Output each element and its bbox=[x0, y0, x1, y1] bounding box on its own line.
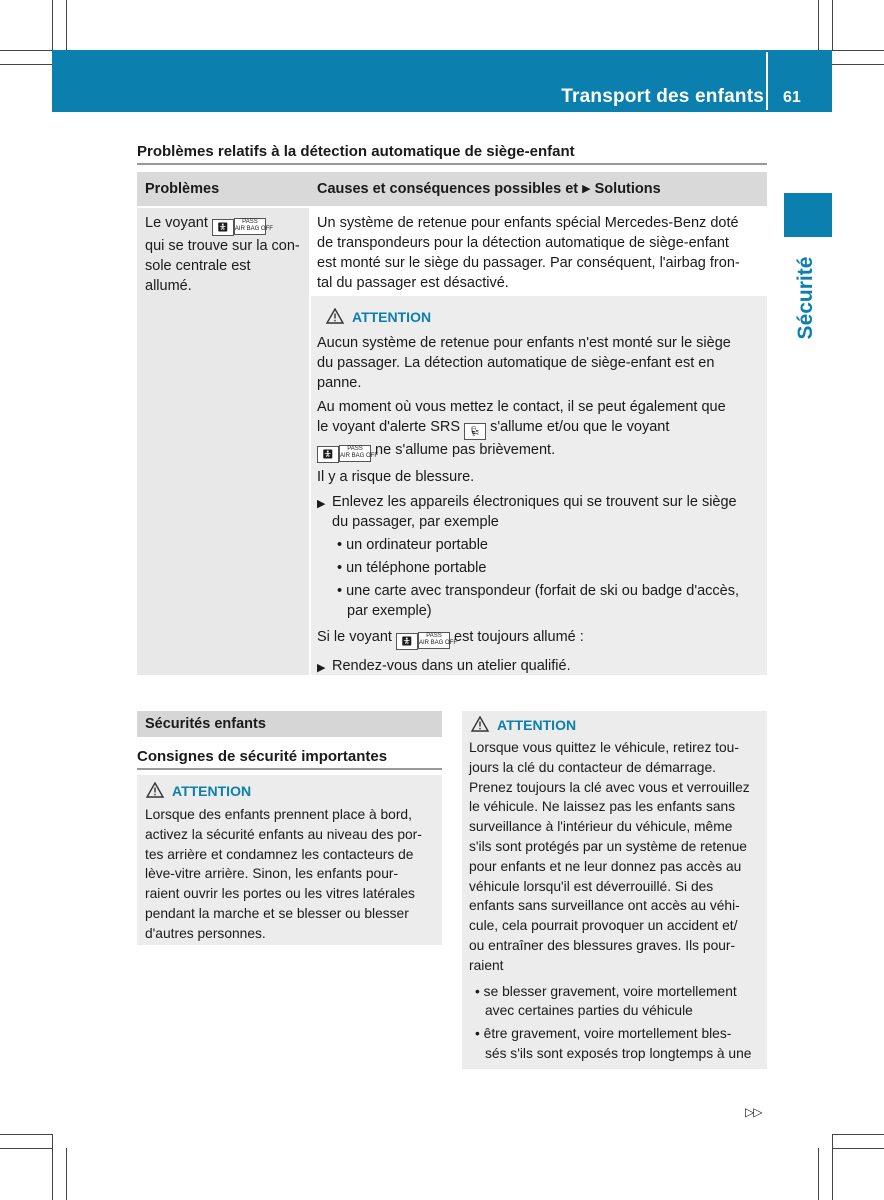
warning-heading bbox=[471, 716, 576, 733]
warning-body bbox=[317, 333, 763, 676]
warning-text: s'allume et/ou que le voyant bbox=[490, 419, 670, 435]
cause-line: Un système de retenue pour enfants spécial Mercedes-Benz doté bbox=[317, 215, 739, 231]
crop-mark bbox=[0, 1148, 52, 1149]
warning-heading-text: ATTENTION bbox=[172, 783, 252, 799]
warning-line: Il y a risque de blessure. bbox=[317, 469, 475, 485]
warning-line: Aucun système de retenue pour enfants n'est monté sur le siège bbox=[317, 335, 731, 351]
warning-line: panne. bbox=[317, 375, 362, 391]
list-item-text: un téléphone portable bbox=[346, 560, 487, 576]
crop-mark bbox=[52, 0, 53, 50]
pass-airbag-off-icon: PASS AIR BAG OFF bbox=[418, 632, 450, 649]
column-header-causes-text: Causes et conséquences possibles et bbox=[317, 181, 579, 197]
warning-line: du passager. La détection automatique de siège-enfant est en bbox=[317, 355, 715, 371]
warning-line: pendant la marche et se blesser ou blesser bbox=[145, 905, 409, 921]
subsection-title: Consignes de sécurité importantes bbox=[137, 748, 388, 765]
warning-triangle-icon bbox=[146, 782, 164, 798]
crop-mark bbox=[66, 1148, 67, 1200]
list-item-text: une carte avec transpondeur (forfait de ski ou badge d'accès, bbox=[346, 583, 740, 599]
crop-mark bbox=[818, 1148, 819, 1200]
list-item: • un ordinateur portable bbox=[337, 537, 488, 553]
warning-line: véhicule lorsqu'il est déverrouillé. Si des bbox=[469, 878, 714, 894]
warning-text: est toujours allumé : bbox=[454, 629, 584, 645]
crop-mark bbox=[0, 50, 52, 51]
list-item: • un téléphone portable bbox=[337, 560, 487, 576]
crop-mark bbox=[832, 1134, 884, 1135]
warning-triangle-icon bbox=[471, 716, 489, 732]
step-line: Enlevez les appareils électroniques qui se trouvent sur le siège bbox=[332, 494, 737, 510]
warning-line: Lorsque vous quittez le véhicule, retirez tou- bbox=[469, 740, 739, 755]
problem-line: allumé. bbox=[145, 278, 192, 294]
warning-body bbox=[145, 805, 440, 944]
side-tab-marker bbox=[784, 193, 832, 237]
warning-line: raient bbox=[469, 957, 504, 973]
step-line: du passager, par exemple bbox=[332, 514, 499, 530]
child-seat-icon: 🚼︎ bbox=[396, 633, 418, 650]
warning-line bbox=[317, 627, 763, 650]
crop-mark bbox=[832, 50, 884, 51]
crop-mark bbox=[832, 1134, 833, 1200]
section-rule bbox=[137, 163, 767, 165]
child-seat-icon: 🚼︎ bbox=[212, 219, 234, 236]
list-item-text: être gravement, voire mortellement bles- bbox=[483, 1026, 732, 1042]
warning-heading-text: ATTENTION bbox=[352, 309, 432, 325]
warning-line: activez la sécurité enfants au niveau des por- bbox=[145, 826, 422, 842]
section-title: Problèmes relatifs à la détection automatique de siège-enfant bbox=[137, 143, 575, 160]
arrow-right-icon: ▶ bbox=[582, 183, 591, 195]
pass-airbag-off-icon: PASS AIR BAG OFF bbox=[339, 445, 371, 462]
side-tab-label: Sécurité bbox=[794, 256, 817, 340]
warning-line: pour enfants et ne leur donnez pas accès au bbox=[469, 858, 742, 874]
warning-text: le voyant d'alerte SRS bbox=[317, 419, 461, 435]
subsection-rule bbox=[137, 768, 442, 770]
warning-body bbox=[469, 738, 764, 1064]
crop-mark bbox=[832, 0, 833, 50]
warning-line: s'ils sont protégés par un système de retenue bbox=[469, 838, 747, 854]
list-item-text: se blesser gravement, voire mortellement bbox=[483, 983, 737, 999]
warning-line: enfants sans surveillance ont accès au véhi- bbox=[469, 898, 740, 914]
step-line: Rendez-vous dans un atelier qualifié. bbox=[332, 658, 571, 674]
cause-line: est monté sur le siège du passager. Par conséquent, l'airbag fron- bbox=[317, 255, 740, 271]
crop-mark bbox=[0, 1134, 52, 1135]
column-header-solutions-text: Solutions bbox=[594, 181, 661, 197]
problem-line: qui se trouve sur la con- bbox=[145, 238, 300, 254]
list-item: • se blesser gravement, voire mortellement avec certaines parties du véhicule bbox=[469, 982, 764, 1022]
crop-mark bbox=[818, 0, 819, 50]
warning-line: Prenez toujours la clé avec vous et verrouillez bbox=[469, 779, 750, 795]
pass-airbag-off-icon: PASS AIR BAG OFF bbox=[234, 218, 266, 235]
problem-line: Le voyant bbox=[145, 215, 208, 231]
list-item-text: sés s'ils sont exposés trop longtemps à une bbox=[485, 1045, 752, 1061]
warning-line: jours la clé du contacteur de démarrage. bbox=[469, 759, 716, 775]
column-header-causes bbox=[317, 181, 661, 197]
arrow-right-icon: ▶ bbox=[317, 662, 326, 674]
arrow-right-icon: ▶ bbox=[317, 498, 326, 510]
warning-text: ne s'allume pas brièvement. bbox=[375, 442, 556, 458]
crop-mark bbox=[0, 64, 52, 65]
page-number: 61 bbox=[783, 89, 801, 106]
crop-mark bbox=[832, 64, 884, 65]
srs-warning-icon: 💺︎ bbox=[464, 423, 486, 440]
crop-mark bbox=[66, 0, 67, 50]
warning-heading bbox=[146, 782, 251, 799]
problem-line: sole centrale est bbox=[145, 258, 251, 274]
list-item: • être gravement, voire mortellement bles- sés s'ils sont exposés trop longtemps à une bbox=[469, 1024, 764, 1064]
list-item-text: avec certaines parties du véhicule bbox=[485, 1003, 693, 1019]
list-item-text: un ordinateur portable bbox=[346, 537, 488, 553]
warning-text: Si le voyant bbox=[317, 629, 392, 645]
column-header-problems: Problèmes bbox=[145, 181, 220, 197]
warning-heading bbox=[326, 308, 431, 325]
subsection-heading: Sécurités enfants bbox=[145, 716, 266, 732]
crop-mark bbox=[52, 1134, 53, 1200]
chapter-title: Transport des enfants bbox=[561, 86, 764, 107]
list-item-text: par exemple) bbox=[347, 603, 432, 619]
warning-line: lève-vitre arrière. Sinon, les enfants pour- bbox=[145, 866, 399, 882]
problem-text bbox=[145, 213, 305, 296]
warning-heading-text: ATTENTION bbox=[497, 717, 577, 733]
warning-line: Lorsque des enfants prennent place à bord, bbox=[145, 807, 412, 822]
child-seat-icon: 🚼︎ bbox=[317, 446, 339, 463]
continued-marker: ▷▷ bbox=[745, 1105, 762, 1119]
cause-line: tal du passager est désactivé. bbox=[317, 275, 509, 291]
warning-line bbox=[317, 440, 763, 463]
warning-line: d'autres personnes. bbox=[145, 925, 266, 941]
warning-line: cule, cela pourrait provoquer un accident et/ bbox=[469, 918, 738, 934]
warning-line bbox=[317, 417, 763, 440]
warning-line: surveillance à l'intérieur du véhicule, même bbox=[469, 819, 733, 835]
list-item: • une carte avec transpondeur (forfait de ski ou badge d'accès, par exemple) bbox=[317, 581, 763, 621]
warning-line: Au moment où vous mettez le contact, il se peut également que bbox=[317, 399, 726, 415]
instruction-step bbox=[317, 656, 763, 676]
warning-line: raient ouvrir les portes ou les vitres latérales bbox=[145, 886, 415, 902]
header-divider bbox=[766, 52, 768, 110]
crop-mark bbox=[832, 1148, 884, 1149]
warning-line: ou entraîner des blessures graves. Ils pour- bbox=[469, 937, 736, 953]
warning-line: le véhicule. Ne laissez pas les enfants sans bbox=[469, 799, 736, 815]
instruction-step bbox=[317, 492, 763, 532]
warning-line: tes arrière et condamnez les contacteurs de bbox=[145, 846, 414, 862]
cause-line: de transpondeurs pour la détection automatique de siège-enfant bbox=[317, 235, 729, 251]
warning-triangle-icon bbox=[326, 308, 344, 324]
cause-text bbox=[317, 213, 763, 293]
